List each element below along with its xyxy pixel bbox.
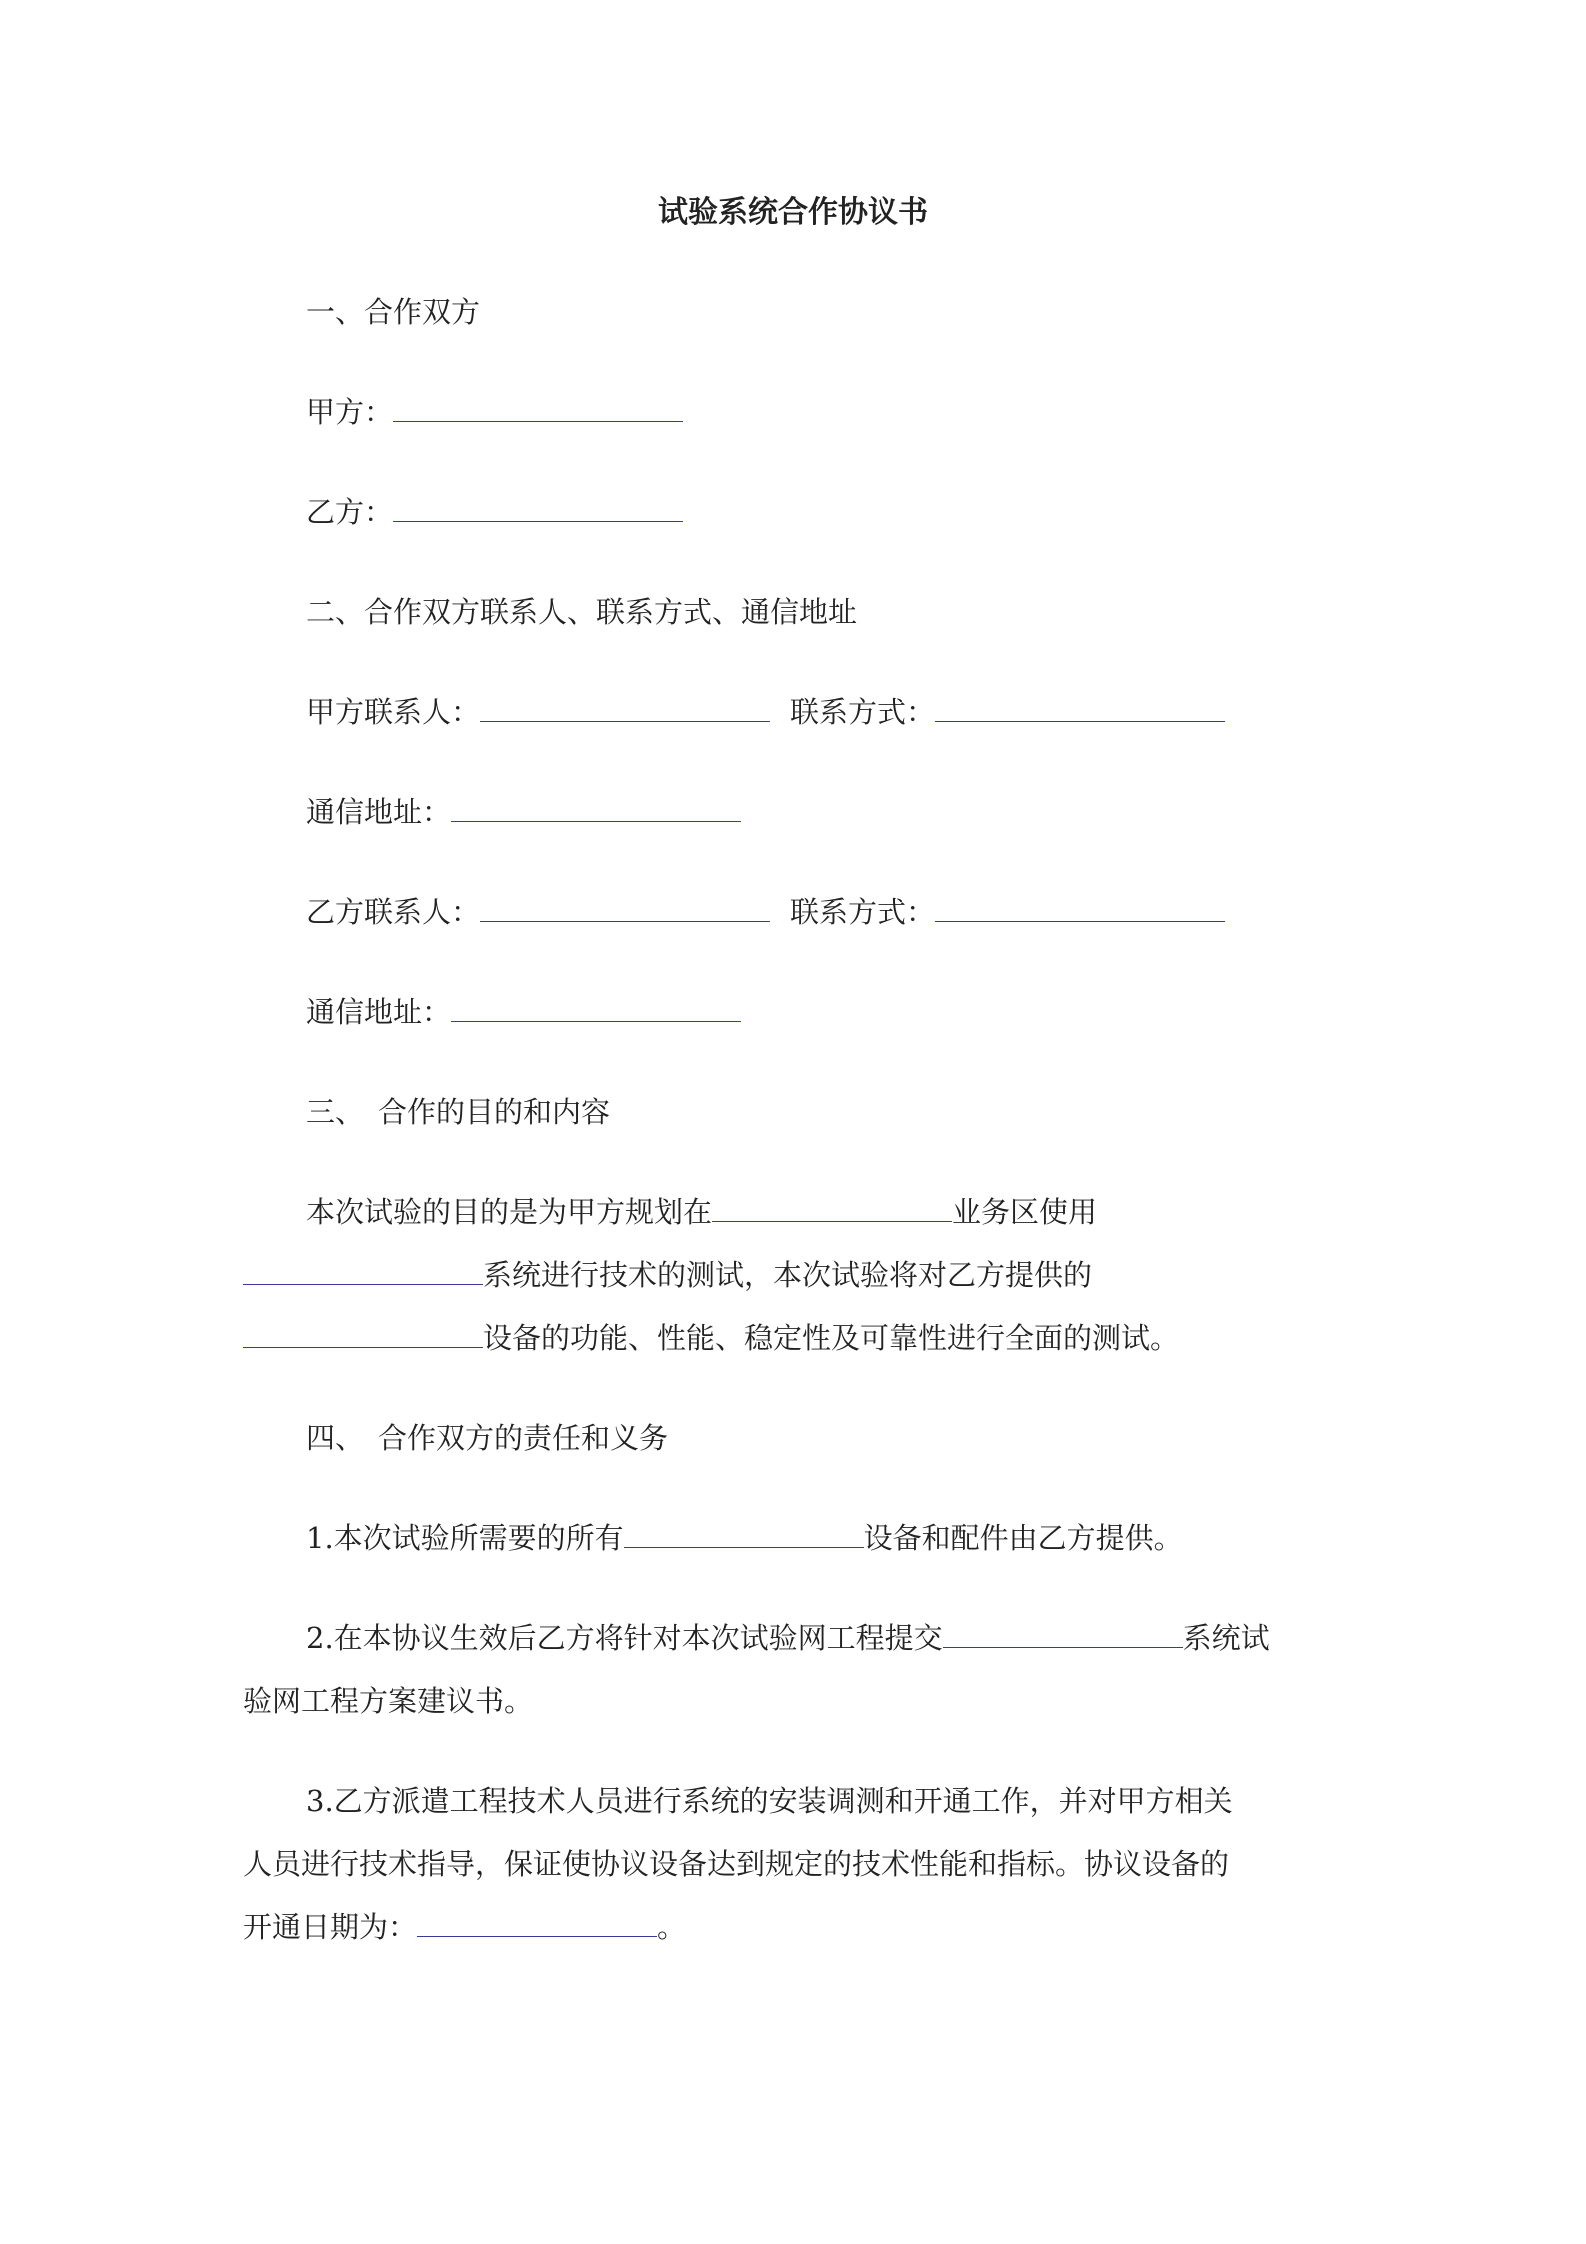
a-method-blank[interactable]	[935, 701, 1225, 722]
section1-heading: 一、合作双方	[306, 295, 481, 329]
section4-heading	[306, 1418, 668, 1458]
b-contact-blank[interactable]	[480, 901, 770, 922]
section4-heading-num: 四、	[306, 1421, 365, 1455]
item2-text-b: 系统试	[1182, 1621, 1270, 1655]
party-a-label: 甲方：	[306, 395, 394, 429]
a-address-blank[interactable]	[451, 801, 741, 822]
purpose-line-1	[306, 1192, 1097, 1232]
open-date-blank[interactable]	[417, 1916, 657, 1937]
business-area-blank[interactable]	[712, 1201, 952, 1222]
item3-text-d: 。	[657, 1910, 687, 1944]
item3-line-3	[243, 1907, 686, 1947]
purpose-line-2	[243, 1255, 1092, 1295]
item2-text-a: 2.在本协议生效后乙方将针对本次试验网工程提交	[306, 1621, 943, 1655]
a-contact-blank[interactable]	[480, 701, 770, 722]
section2-heading: 二、合作双方联系人、联系方式、通信地址	[306, 595, 858, 629]
section3-heading-text: 合作的目的和内容	[378, 1095, 611, 1129]
b-contact-label: 乙方联系人：	[306, 895, 481, 929]
section4-heading-text: 合作双方的责任和义务	[378, 1421, 669, 1455]
party-a-blank[interactable]	[393, 401, 683, 422]
item3-line-2: 人员进行技术指导，保证使协议设备达到规定的技术性能和指标。协议设备的	[243, 1847, 1230, 1881]
item2-line-2: 验网工程方案建议书。	[243, 1684, 534, 1718]
item1-text-b: 设备和配件由乙方提供。	[863, 1521, 1183, 1555]
purpose-text-b: 业务区使用	[952, 1195, 1098, 1229]
item2-line-1	[306, 1618, 1270, 1658]
item1-text-a: 1.本次试验所需要的所有	[306, 1521, 624, 1555]
b-address-blank[interactable]	[451, 1001, 741, 1022]
section3-heading-num: 三、	[306, 1095, 365, 1129]
a-method-label: 联系方式：	[790, 695, 936, 729]
party-a-row	[306, 392, 683, 432]
item3-text-c: 开通日期为：	[243, 1910, 418, 1944]
b-method-label: 联系方式：	[790, 895, 936, 929]
document-title: 试验系统合作协议书	[658, 195, 928, 230]
purpose-text-a: 本次试验的目的是为甲方规划在	[306, 1195, 713, 1229]
a-contact-row	[306, 692, 1225, 732]
item1-blank[interactable]	[624, 1527, 864, 1548]
a-address-row	[306, 792, 741, 832]
b-address-label: 通信地址：	[306, 995, 452, 1029]
b-method-blank[interactable]	[935, 901, 1225, 922]
purpose-line-3	[243, 1318, 1179, 1358]
a-address-label: 通信地址：	[306, 795, 452, 829]
purpose-text-d: 设备的功能、性能、稳定性及可靠性进行全面的测试。	[483, 1321, 1180, 1355]
party-b-blank[interactable]	[393, 501, 683, 522]
item3-line-1: 3.乙方派遣工程技术人员进行系统的安装调测和开通工作，并对甲方相关	[306, 1784, 1233, 1818]
b-contact-row	[306, 892, 1225, 932]
system-blank[interactable]	[243, 1264, 483, 1285]
purpose-text-c: 系统进行技术的测试，本次试验将对乙方提供的	[483, 1258, 1093, 1292]
equipment-blank[interactable]	[243, 1327, 483, 1348]
section3-heading	[306, 1092, 610, 1132]
b-address-row	[306, 992, 741, 1032]
party-b-row	[306, 492, 683, 532]
item1-line	[306, 1518, 1183, 1558]
item2-blank[interactable]	[943, 1627, 1183, 1648]
a-contact-label: 甲方联系人：	[306, 695, 481, 729]
party-b-label: 乙方：	[306, 495, 394, 529]
